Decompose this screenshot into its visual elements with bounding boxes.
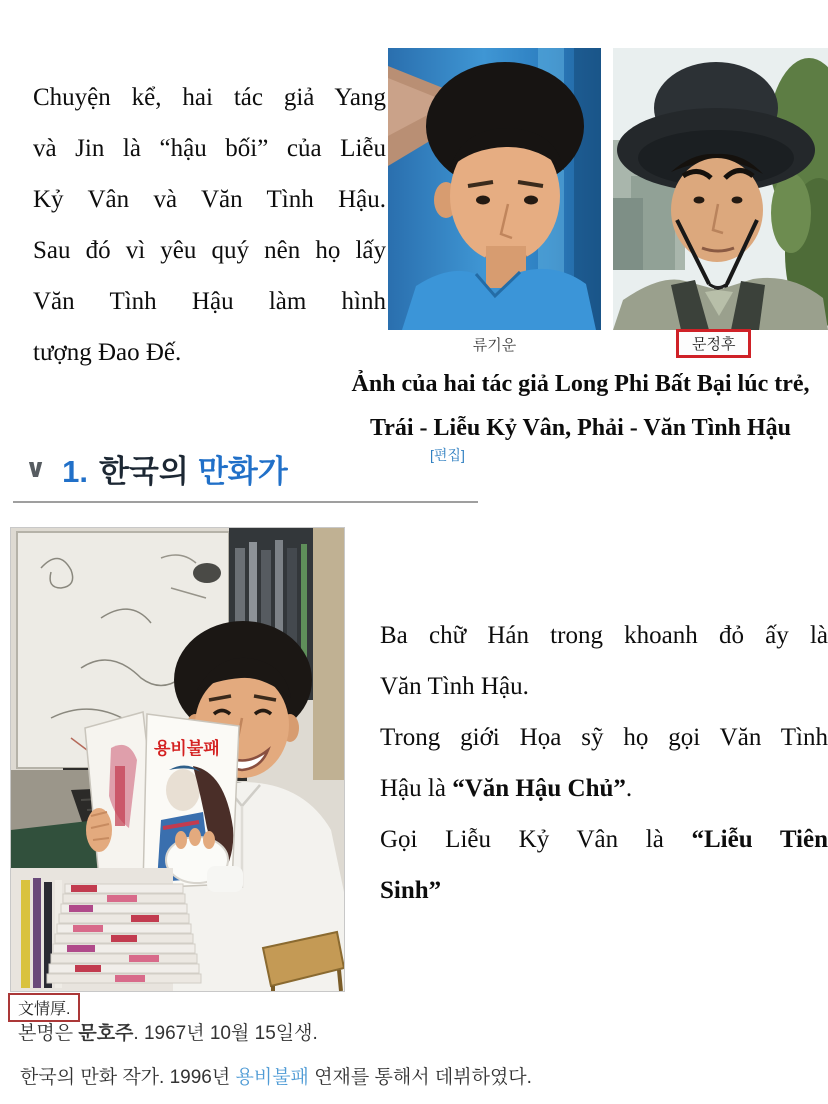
heading-divider [13,501,478,503]
right-photo-caption-box [676,329,751,358]
book-spine [21,880,30,988]
intro-line: Kỷ Vân và Văn Tình Hậu. [33,186,386,213]
figure-caption [333,362,828,450]
intro-line: Văn Tình Hậu làm hình [33,288,386,315]
chevron-down-icon[interactable]: ∨ [25,453,47,483]
body-bold-segment: “Văn Hậu Chủ” [452,775,626,802]
debut-text: 연재를 통해서 데뷔하였다. [308,1067,532,1088]
right-photo-caption: 문정후 [692,336,736,353]
comic-cover-title: 용비불패 [154,739,220,758]
author-photo-left-image [388,48,601,330]
name-text: 본명은 [18,1023,79,1044]
author-photo-right-image [613,48,828,330]
wood-plank [313,528,344,780]
body-line [380,814,828,865]
body-line [380,763,828,814]
body-line [380,865,828,916]
body-line: Ba chữ Hán trong khoanh đỏ ấy là [380,622,828,649]
debut-line [20,1066,532,1090]
body-bold-segment: Sinh” [380,877,442,904]
intro-line: Chuyện kể, hai tác giả Yang [33,84,386,111]
body-paragraph [380,610,828,916]
section-heading [25,446,288,491]
hanja-name-box [8,993,80,1022]
heading-title-link[interactable]: 만화가 [197,454,288,489]
body-line: Trong giới Họa sỹ họ gọi Văn Tình [380,724,828,751]
left-photo-caption: 류기운 [472,337,517,354]
body-bold-segment: “Liễu Tiên [691,826,828,853]
body-text-segment: Gọi Liễu Kỷ Vân là [380,826,692,853]
figure-caption-line1: Ảnh của hai tác giả Long Phi Bất Bại lúc trẻ, [351,371,810,397]
hanja-name: 文情厚. [18,1001,71,1018]
heading-title: 한국의 [98,454,189,489]
body-line: Văn Tình Hậu. [380,673,529,700]
debut-text: 한국의 만화 작가. 1996년 [20,1067,236,1088]
author-photo-left [388,48,601,330]
author-photo-right [613,48,828,330]
birthdate-text: . 1967년 10월 15일생. [133,1023,318,1044]
intro-paragraph [33,72,386,378]
heading-text [62,446,288,491]
intro-line: Sau đó vì yêu quý nên họ lấy [33,237,386,264]
studio-photo-image [11,528,344,991]
edit-link[interactable]: [편집] [430,447,465,463]
yongbi-link[interactable]: 용비불패 [235,1067,309,1088]
figure-caption-line2: Trái - Liễu Kỷ Vân, Phải - Văn Tình Hậu [370,415,791,441]
studio-photo [10,527,345,992]
intro-line: và Jin là “hậu bối” của Liễu [33,135,386,162]
real-name: 문호주 [78,1023,134,1044]
body-text-segment: Hậu là [380,775,453,802]
intro-line: tượng Đao Đế. [33,339,182,366]
comic-stack [47,884,201,983]
body-text-segment: . [625,775,633,802]
real-name-line [18,1022,318,1046]
heading-number-link[interactable]: 1. [62,454,88,489]
